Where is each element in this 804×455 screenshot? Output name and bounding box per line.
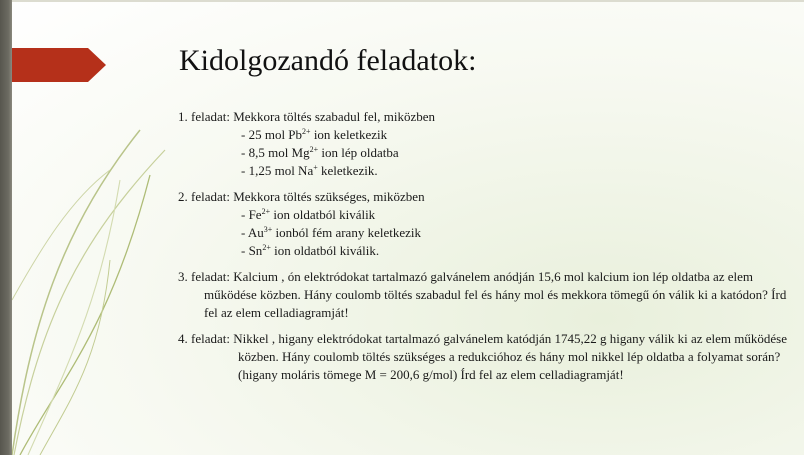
task-1-item-3: - 1,25 mol Na+ keletkezik. <box>241 163 378 178</box>
task-1-item-2: - 8,5 mol $Mg^{2+}$ ion lép oldatba <box>241 145 399 160</box>
task-2-item-3: - $Sn^{2+}$ ion oldatból kiválik. <box>241 243 380 258</box>
curve-6 <box>12 170 110 300</box>
title-arrow <box>0 48 110 83</box>
task-1 <box>178 108 793 180</box>
task-2-item-1: - $Fe^{2+}$ ion oldatból kiválik <box>241 207 376 222</box>
task-1-item-1: - 25 mol $Pb^{2+}$ ion keletkezik <box>241 127 388 142</box>
task-3: 3. feladat: Kalcium , ón elektródokat tartalmazó galvánelem anódján 15,6 mol kalcium ion lép oldatba az elem működése közben. Hány coulomb töltés szabadul fel és hány mol és mekkora tömegű ón válik ki a katódon? Írd fel az elem celladiagramját! <box>178 269 787 320</box>
curve-2 <box>14 150 165 455</box>
curve-1 <box>12 130 140 455</box>
slide-title: Kidolgozandó feladatok: <box>179 44 477 77</box>
task-list <box>178 108 793 392</box>
curve-3 <box>20 175 150 455</box>
task-2 <box>178 188 793 260</box>
left-strip <box>0 0 12 455</box>
task-2-item-2: - $Au^{3+}$ ionból fém arany keletkezik <box>241 225 421 240</box>
task-1-intro: 1. feladat: Mekkora töltés szabadul fel, miközben <box>178 109 436 124</box>
task-2-intro: 2. feladat: Mekkora töltés szükséges, miközben <box>178 189 425 204</box>
task-4: 4. feladat: Nikkel , higany elektródokat tartalmazó galvánelem katódján 1745,22 g higany válik ki az elem működése közben. Hány coulomb töltés szükséges a redukcióhoz és hány mol nikkel lép oldatba a folyamat során? (higany moláris tömege M = 200,6 g/mol) Írd fel az elem celladiagramját! <box>178 331 788 382</box>
